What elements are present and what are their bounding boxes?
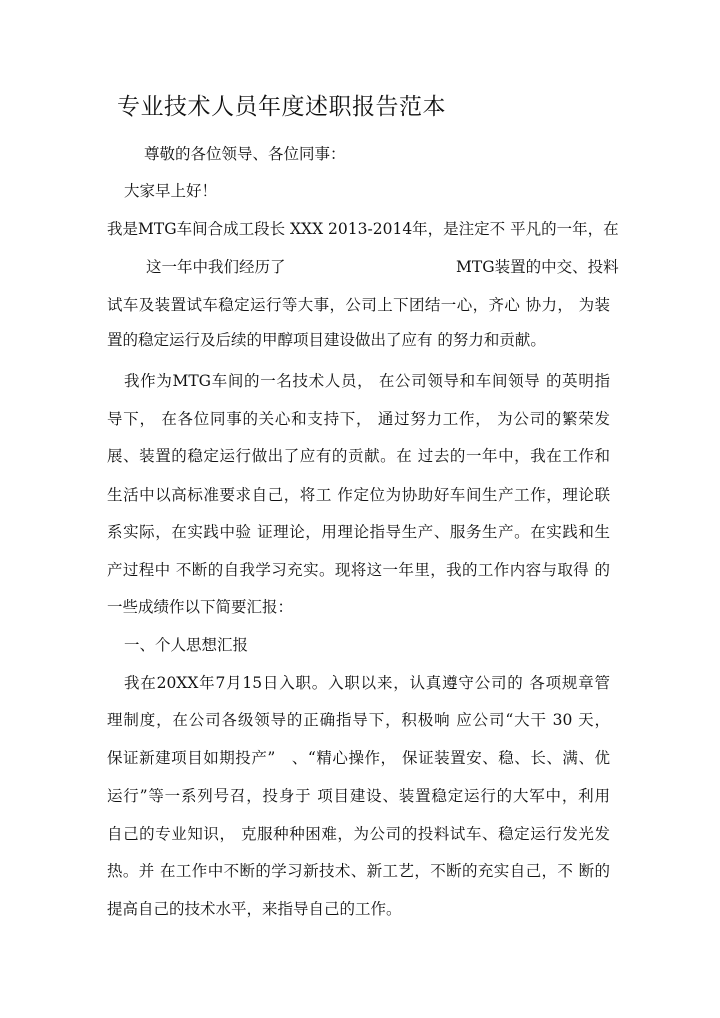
document-title: 专业技术人员年度述职报告范本 xyxy=(117,94,446,120)
para2-line-7: 一些成绩作以下简要汇报： xyxy=(107,598,294,616)
para1-line-2b: MTG装置的中交、投料 xyxy=(456,258,619,276)
para3-line-2: 理制度，在公司各级领导的正确指导下，积极响 应公司“大干 30 天， xyxy=(107,711,610,729)
para1-line-2a: 这一年中我们经历了 xyxy=(146,258,286,276)
para3-line-4: 运行”等一系列号召，投身于 项目建设、装置稳定运行的大军中，利用 xyxy=(107,787,610,805)
para3-line-5: 自己的专业知识， 克服种种困难，为公司的投料试车、稳定运行发光发 xyxy=(107,825,610,843)
hello-line: 大家早上好！ xyxy=(124,182,218,200)
para3-line-6: 热。并 在工作中不断的学习新技术、新工艺，不断的充实自己，不 断的 xyxy=(107,862,610,880)
para1-line-3: 试车及装置试车稳定运行等大事，公司上下团结一心，齐心 协力， 为装 xyxy=(107,296,610,314)
para2-line-5: 系实际，在实践中验 证理论，用理论指导生产、服务生产。在实践和生 xyxy=(107,523,610,541)
para2-line-6: 产过程中 不断的自我学习充实。现将这一年里，我的工作内容与取得 的 xyxy=(107,561,610,579)
para1-line-4: 置的稳定运行及后续的甲醇项目建设做出了应有 的努力和贡献。 xyxy=(107,331,546,349)
para2-line-4: 生活中以高标准要求自己，将工 作定位为协助好车间生产工作，理论联 xyxy=(107,486,610,504)
greeting-line: 尊敬的各位领导、各位同事： xyxy=(144,145,346,163)
para3-line-3: 保证新建项目如期投产” 、“精心操作， 保证装置安、稳、长、满、优 xyxy=(107,749,610,767)
para2-line-2: 导下， 在各位同事的关心和支持下， 通过努力工作， 为公司的繁荣发 xyxy=(107,410,610,428)
para1-line-1: 我是MTG车间合成工段长 XXX 2013-2014年，是注定不 平凡的一年，在 xyxy=(107,220,619,238)
para2-line-1: 我作为MTG车间的一名技术人员， 在公司领导和车间领导 的英明指 xyxy=(124,372,610,390)
section1-heading: 一、个人思想汇报 xyxy=(124,636,249,654)
para2-line-3: 展、装置的稳定运行做出了应有的贡献。在 过去的一年中，我在工作和 xyxy=(107,447,610,465)
para3-line-7: 提高自己的技术水平，来指导自己的工作。 xyxy=(107,900,402,918)
para3-line-1: 我在20XX年7月15日入职。入职以来，认真遵守公司的 各项规章管 xyxy=(124,674,610,692)
